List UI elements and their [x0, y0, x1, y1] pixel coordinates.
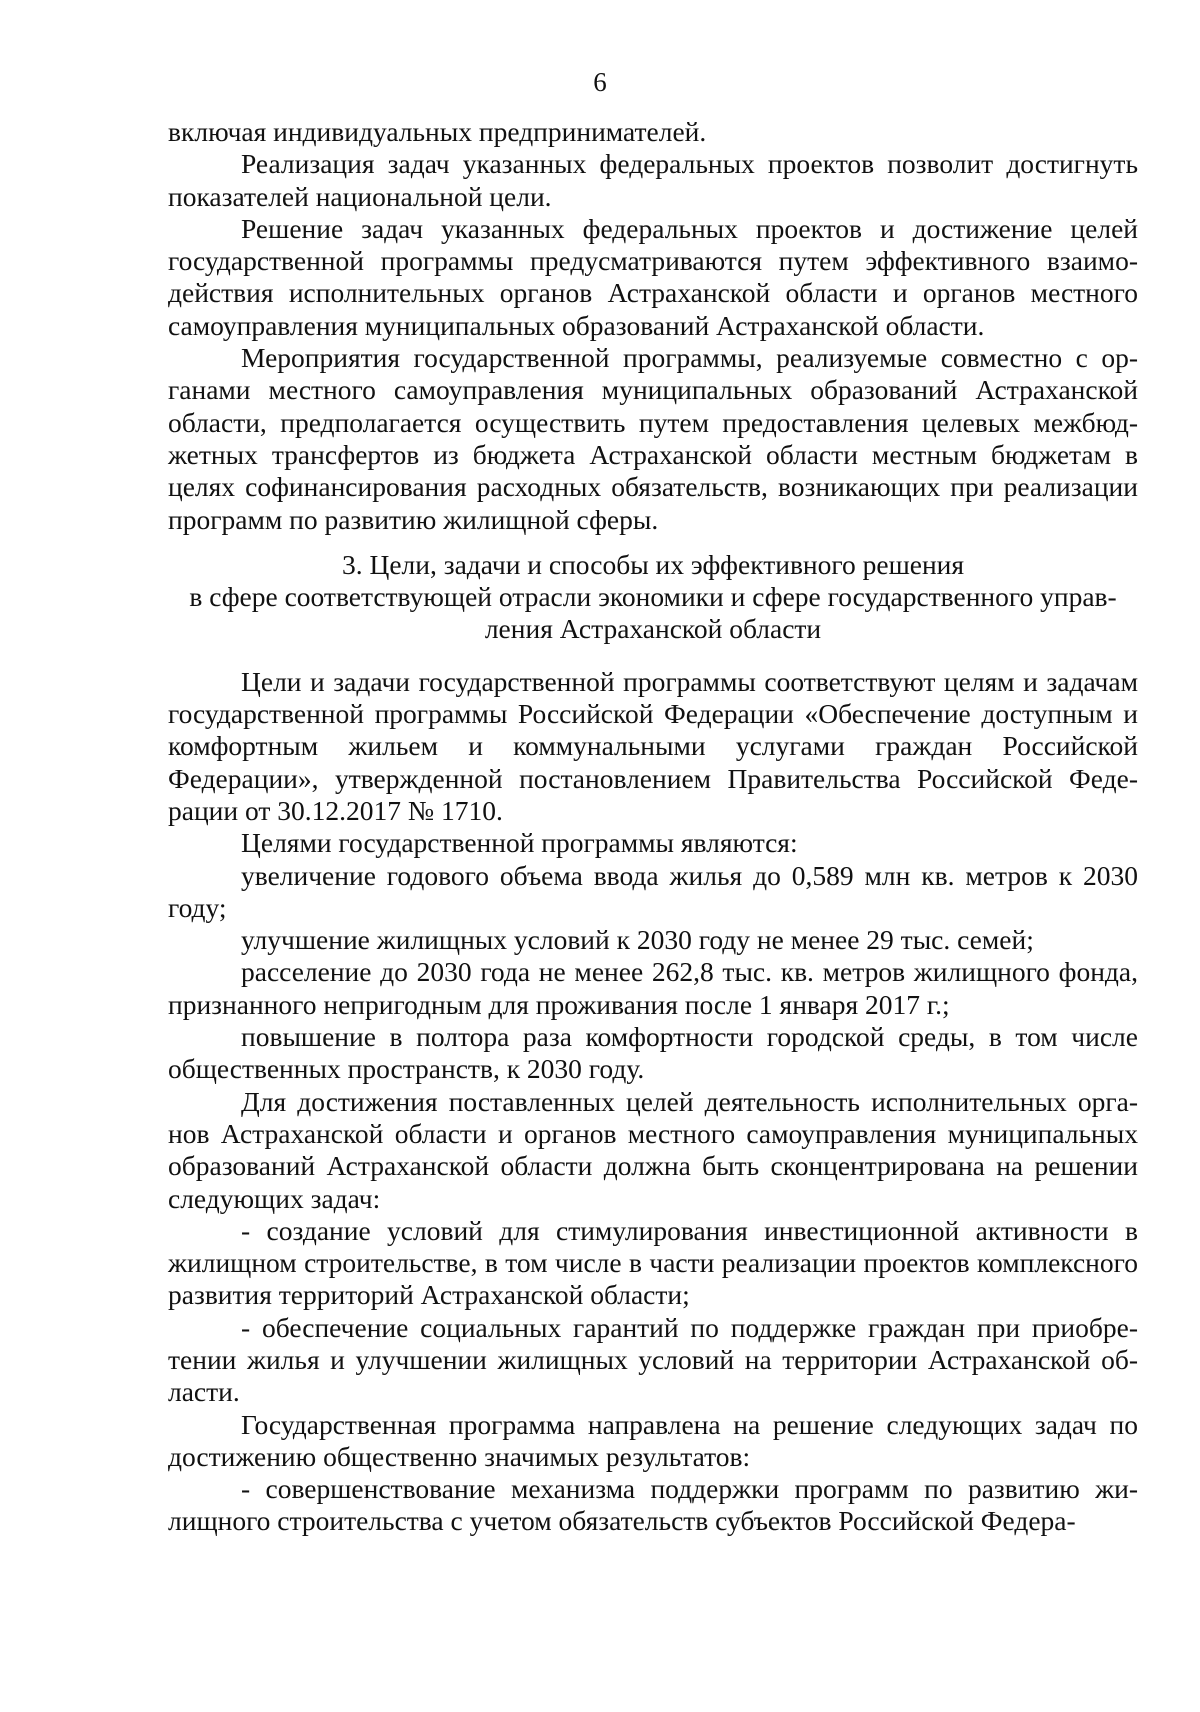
section-heading-line: 3. Цели, задачи и способы их эффективного решения	[341, 548, 965, 580]
document-body	[168, 116, 1138, 1538]
page-number: 6	[593, 67, 607, 97]
paragraph-results-intro: Государственная программа направлена на решение следующих задач по достижению общественно значимых результатов:	[168, 1408, 1138, 1472]
paragraph-implementation: Реализация задач указанных федеральных проектов позволит достигнуть показателей национальной цели.	[168, 148, 1138, 212]
paragraph-continuation: включая индивидуальных предпринимателей.	[168, 116, 707, 147]
paragraph-tasks-intro: Для достижения поставленных целей деятельность исполнительных органов Астраханской области и органов местного самоуправления муниципальных образований Астраханской области должна быть сконцентрирована на решении следующих задач:	[168, 1085, 1138, 1214]
goal-item: расселение до 2030 года не менее 262,8 тыс. кв. метров жилищного фонда, признанного непригодным для проживания после 1 января 2017 г.;	[168, 956, 1138, 1020]
goal-item: повышение в полтора раза комфортности городской среды, в том числе общественных пространств, к 2030 году.	[168, 1021, 1138, 1085]
paragraph-interaction: Решение задач указанных федеральных проектов и достижение целей государственной программы предусматриваются путем эффективного взаимодействия исполнительных органов Астраханской области и органов местного самоуправления муниципальных образований Астраханской области.	[168, 212, 1138, 341]
paragraph-goals-alignment: Цели и задачи государственной программы соответствуют целям и задачам государственной программы Российской Федерации «Обеспечение доступным и комфортным жильем и коммунальными услугами граждан Российской Федерации», утвержденной постановлением Правительства Российской Федерации от 30.12.2017 № 1710.	[168, 665, 1138, 826]
section-heading-line: в сфере соответствующей отрасли экономики и сфере государственного управ-	[189, 581, 1117, 613]
goal-item: улучшение жилищных условий к 2030 году не менее 29 тыс. семей;	[241, 924, 1034, 956]
task-item: - создание условий для стимулирования инвестиционной активности в жилищном строительстве, в том числе в части реализации проектов комплексного развития территорий Астраханской области;	[168, 1214, 1138, 1311]
task-item: - обеспечение социальных гарантий по поддержке граждан при приобретении жилья и улучшении жилищных условий на территории Астраханской области.	[168, 1311, 1138, 1408]
section-heading-line: ления Астраханской области	[484, 613, 822, 645]
paragraph-goals-intro: Целями государственной программы являются:	[241, 827, 798, 859]
paragraph-transfers: Мероприятия государственной программы, реализуемые совместно с органами местного самоуправления муниципальных образований Астраханской области, предполагается осуществить путем предоставления целевых межбюджетных трансфертов из бюджета Астраханской области местным бюджетам в целях софинансирования расходных обязательств, возникающих при реализации программ по развитию жилищной сферы.	[168, 342, 1138, 535]
section-heading	[168, 549, 1138, 646]
task-item: - совершенствование механизма поддержки программ по развитию жилищного строительства с учетом обязательств субъектов Российской Федера-	[168, 1473, 1138, 1537]
goal-item: увеличение годового объема ввода жилья до 0,589 млн кв. метров к 2030 году;	[168, 859, 1138, 923]
